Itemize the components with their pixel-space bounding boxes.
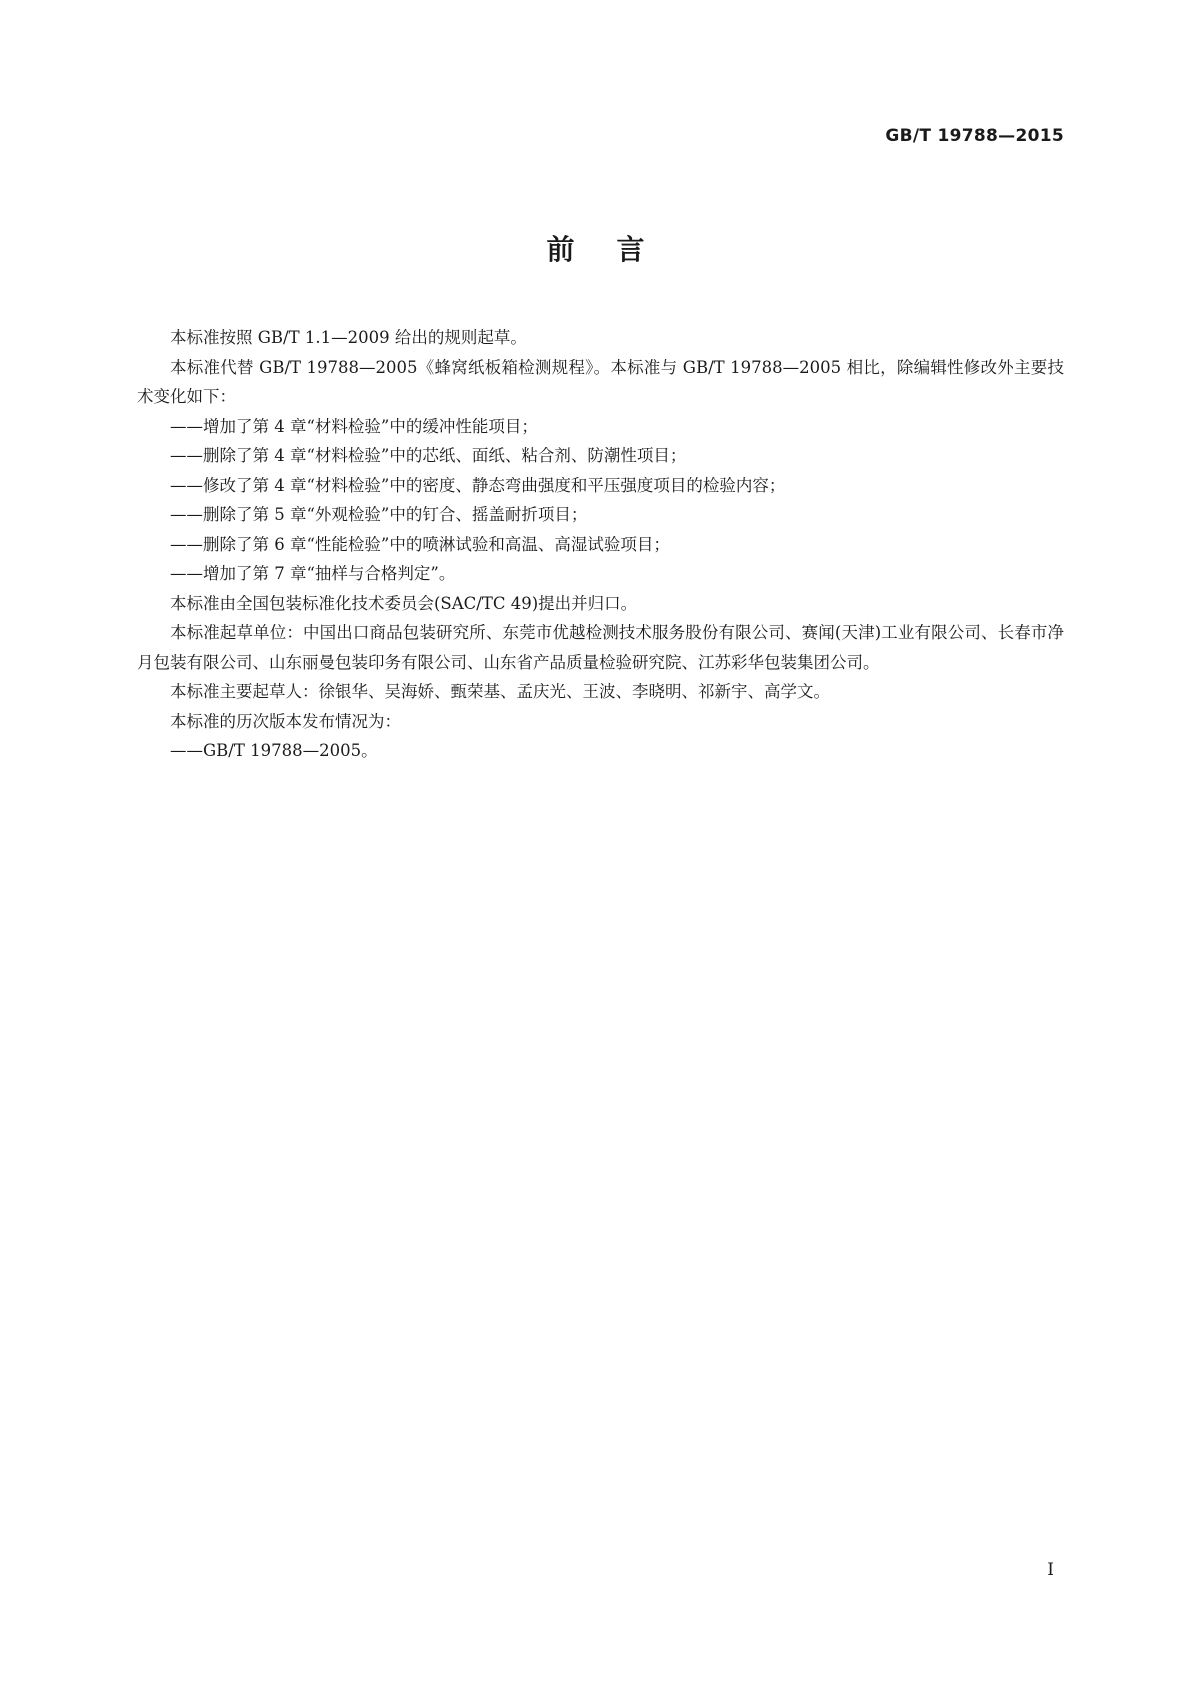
paragraph-replaces: 本标准代替 GB/T 19788—2005《蜂窝纸板箱检测规程》。本标准与 GB/T 19788—2005 相比，除编辑性修改外主要技术变化如下： bbox=[137, 357, 1064, 406]
standard-number: GB/T 19788—2015 bbox=[885, 126, 1064, 146]
page-title: 前言 bbox=[546, 233, 687, 266]
paragraph-drafting-units: 本标准起草单位：中国出口商品包装研究所、东莞市优越检测技术服务股份有限公司、赛闻(天津)工业有限公司、长春市净月包装有限公司、山东丽曼包装印务有限公司、山东省产品质量检验研究院、江苏彩华包装集团公司。 bbox=[137, 623, 1064, 672]
paragraph-proposer: 本标准由全国包装标准化技术委员会(SAC/TC 49)提出并归口。 bbox=[170, 593, 638, 613]
paragraph-history-intro: 本标准的历次版本发布情况为： bbox=[170, 711, 401, 731]
change-item: ——删除了第 6 章“性能检验”中的喷淋试验和高温、高湿试验项目； bbox=[170, 534, 670, 554]
change-item: ——删除了第 4 章“材料检验”中的芯纸、面纸、粘合剂、防潮性项目； bbox=[170, 446, 687, 465]
page-number: I bbox=[1047, 1560, 1054, 1580]
foreword-body bbox=[137, 323, 1064, 766]
change-item: ——修改了第 4 章“材料检验”中的密度、静态弯曲强度和平压强度项目的检验内容； bbox=[170, 475, 786, 495]
paragraph-drafting-rules: 本标准按照 GB/T 1.1—2009 给出的规则起草。 bbox=[170, 328, 527, 347]
change-item: ——增加了第 7 章“抽样与合格判定”。 bbox=[170, 564, 456, 583]
change-item: ——增加了第 4 章“材料检验”中的缓冲性能项目； bbox=[170, 416, 538, 436]
change-item: ——删除了第 5 章“外观检验”中的钉合、摇盖耐折项目； bbox=[170, 505, 588, 524]
history-item: ——GB/T 19788—2005。 bbox=[170, 741, 378, 760]
paragraph-drafters: 本标准主要起草人：徐银华、吴海娇、甄荣基、孟庆光、王波、李晓明、祁新宇、高学文。 bbox=[170, 682, 830, 701]
